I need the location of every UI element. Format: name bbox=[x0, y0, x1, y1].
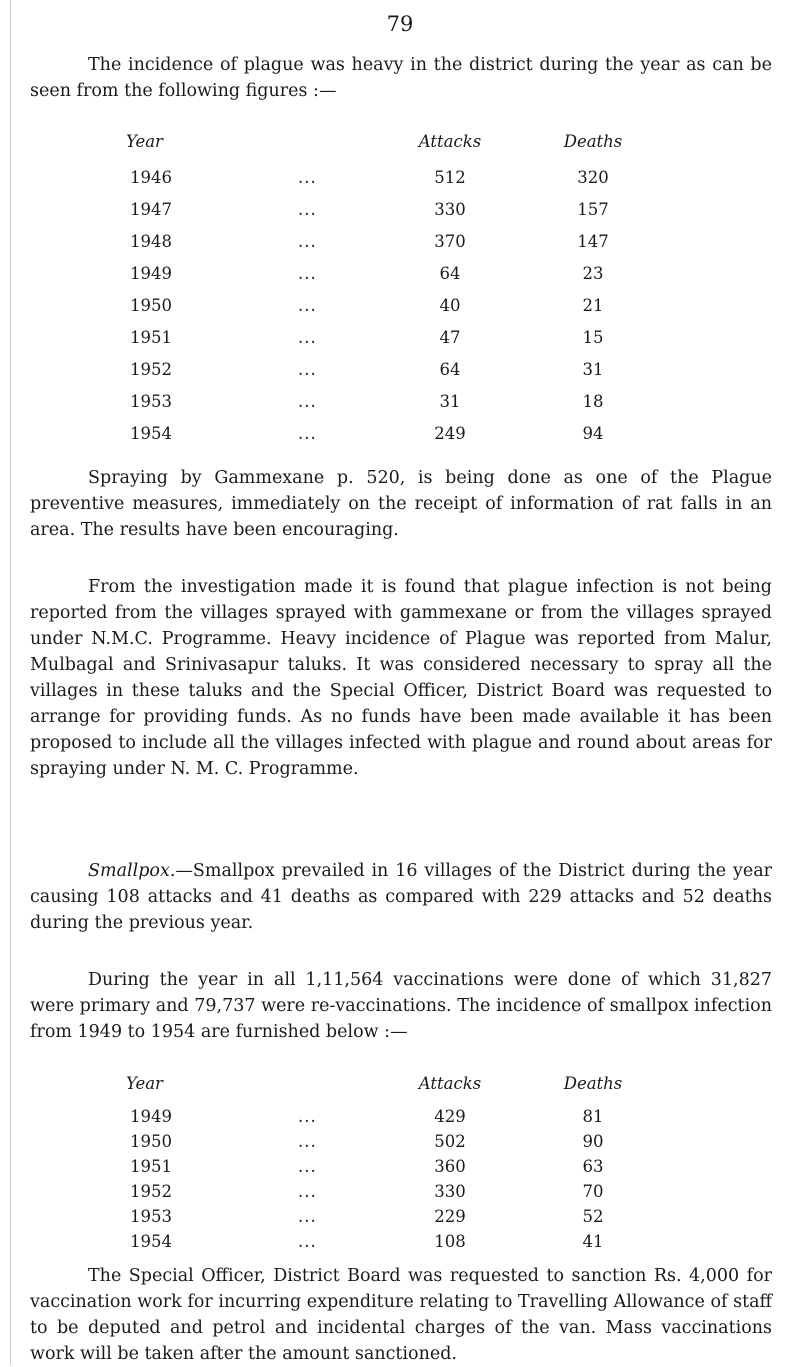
attacks-cell: 360 bbox=[434, 1157, 466, 1176]
year-cell: 1953 bbox=[130, 392, 172, 411]
deaths-cell: 147 bbox=[577, 232, 609, 251]
deaths-cell: 94 bbox=[582, 424, 604, 443]
separator-dots: ... bbox=[298, 200, 317, 219]
separator-dots: ... bbox=[298, 296, 317, 315]
attacks-cell: 370 bbox=[434, 232, 466, 251]
separator-dots: ... bbox=[298, 232, 317, 251]
deaths-cell: 15 bbox=[582, 328, 604, 347]
year-cell: 1951 bbox=[130, 1157, 172, 1176]
year-cell: 1947 bbox=[130, 200, 172, 219]
separator-dots: ... bbox=[298, 1232, 317, 1251]
attacks-cell: 249 bbox=[434, 424, 466, 443]
smallpox-table bbox=[0, 1074, 800, 1257]
deaths-cell: 21 bbox=[582, 296, 604, 315]
final-paragraph: The Special Officer, District Board was requested to sanction Rs. 4,000 for vaccination work for incurring expenditure relating to Travelling Allowance of staff to be deputed and petrol and incidental charges of the van. Mass vaccinations work will be taken after the amount sanctioned. bbox=[30, 1266, 772, 1364]
table-row bbox=[0, 1157, 800, 1182]
attacks-cell: 64 bbox=[439, 360, 461, 379]
attacks-cell: 502 bbox=[434, 1132, 466, 1151]
table-row bbox=[0, 264, 800, 296]
year-header: Year bbox=[126, 1074, 163, 1093]
table-row bbox=[0, 328, 800, 360]
attacks-cell: 512 bbox=[434, 168, 466, 187]
deaths-cell: 63 bbox=[582, 1157, 604, 1176]
separator-dots: ... bbox=[298, 1207, 317, 1226]
attacks-cell: 330 bbox=[434, 200, 466, 219]
attacks-cell: 330 bbox=[434, 1182, 466, 1201]
separator-dots: ... bbox=[298, 1107, 317, 1126]
year-cell: 1954 bbox=[130, 424, 172, 443]
table-row bbox=[0, 296, 800, 328]
table-row bbox=[0, 232, 800, 264]
attacks-cell: 40 bbox=[439, 296, 461, 315]
separator-dots: ... bbox=[298, 168, 317, 187]
plague-table bbox=[0, 132, 800, 456]
separator-dots: ... bbox=[298, 328, 317, 347]
table-row bbox=[0, 1182, 800, 1207]
separator-dots: ... bbox=[298, 360, 317, 379]
deaths-cell: 157 bbox=[577, 200, 609, 219]
table-row bbox=[0, 424, 800, 456]
year-cell: 1949 bbox=[130, 264, 172, 283]
year-cell: 1950 bbox=[130, 296, 172, 315]
table-row bbox=[0, 1132, 800, 1157]
smallpox-table-header bbox=[0, 1074, 800, 1107]
table-row bbox=[0, 200, 800, 232]
spraying-paragraph: Spraying by Gammexane p. 520, is being done as one of the Plague preventive measures, immediately on the receipt of information of rat falls in an area. The results have been encouraging. bbox=[30, 468, 772, 540]
separator-dots: ... bbox=[298, 424, 317, 443]
smallpox-heading: Smallpox. bbox=[88, 861, 176, 881]
deaths-header: Deaths bbox=[563, 132, 623, 151]
attacks-cell: 64 bbox=[439, 264, 461, 283]
attacks-cell: 31 bbox=[439, 392, 461, 411]
separator-dots: ... bbox=[298, 1157, 317, 1176]
deaths-cell: 18 bbox=[582, 392, 604, 411]
separator-dots: ... bbox=[298, 264, 317, 283]
attacks-header: Attacks bbox=[418, 132, 482, 151]
separator-dots: ... bbox=[298, 1182, 317, 1201]
year-cell: 1948 bbox=[130, 232, 172, 251]
deaths-cell: 90 bbox=[582, 1132, 604, 1151]
year-cell: 1946 bbox=[130, 168, 172, 187]
year-cell: 1952 bbox=[130, 1182, 172, 1201]
year-header: Year bbox=[126, 132, 163, 151]
year-cell: 1949 bbox=[130, 1107, 172, 1126]
year-cell: 1951 bbox=[130, 328, 172, 347]
deaths-cell: 320 bbox=[577, 168, 609, 187]
attacks-cell: 108 bbox=[434, 1232, 466, 1251]
attacks-cell: 429 bbox=[434, 1107, 466, 1126]
attacks-cell: 229 bbox=[434, 1207, 466, 1226]
smallpox-paragraph bbox=[30, 858, 772, 936]
table-row bbox=[0, 1232, 800, 1257]
table-row bbox=[0, 360, 800, 392]
deaths-cell: 52 bbox=[582, 1207, 604, 1226]
plague-intro-paragraph: The incidence of plague was heavy in the district during the year as can be seen from the following figures :— bbox=[30, 55, 772, 101]
separator-dots: ... bbox=[298, 1132, 317, 1151]
table-row bbox=[0, 392, 800, 424]
smallpox-table-body bbox=[0, 1107, 800, 1257]
investigation-paragraph: From the investigation made it is found that plague infection is not being reported from the villages sprayed with gammexane or from the villages sprayed under N.M.C. Programme. Heavy incidence of Plague was reported from Malur, Mulbagal and Srinivasapur taluks. It was considered necessary to spray all the villages in these taluks and the Special Officer, District Board was requested to arrange for providing funds. As no funds have been made available it has been proposed to include all the villages infected with plague and round about areas for spraying under N. M. C. Programme. bbox=[30, 577, 772, 779]
deaths-header: Deaths bbox=[563, 1074, 623, 1093]
deaths-cell: 31 bbox=[582, 360, 604, 379]
deaths-cell: 23 bbox=[582, 264, 604, 283]
deaths-cell: 81 bbox=[582, 1107, 604, 1126]
year-cell: 1953 bbox=[130, 1207, 172, 1226]
separator-dots: ... bbox=[298, 392, 317, 411]
year-cell: 1950 bbox=[130, 1132, 172, 1151]
attacks-header: Attacks bbox=[418, 1074, 482, 1093]
year-cell: 1954 bbox=[130, 1232, 172, 1251]
deaths-cell: 70 bbox=[582, 1182, 604, 1201]
attacks-cell: 47 bbox=[439, 328, 461, 347]
table-row bbox=[0, 168, 800, 200]
smallpox-text: —Smallpox prevailed in 16 villages of the District during the year causing 108 attacks and 41 deaths as compared with 229 attacks and 52 deaths during the previous year. bbox=[30, 861, 772, 933]
year-cell: 1952 bbox=[130, 360, 172, 379]
plague-table-body bbox=[0, 168, 800, 456]
deaths-cell: 41 bbox=[582, 1232, 604, 1251]
table-row bbox=[0, 1207, 800, 1232]
vaccination-paragraph: During the year in all 1,11,564 vaccinations were done of which 31,827 were primary and 79,737 were re-vaccinations. The incidence of smallpox infection from 1949 to 1954 are furnished below :— bbox=[30, 970, 772, 1042]
table-row bbox=[0, 1107, 800, 1132]
page-number: 79 bbox=[386, 12, 414, 36]
plague-table-header bbox=[0, 132, 800, 168]
